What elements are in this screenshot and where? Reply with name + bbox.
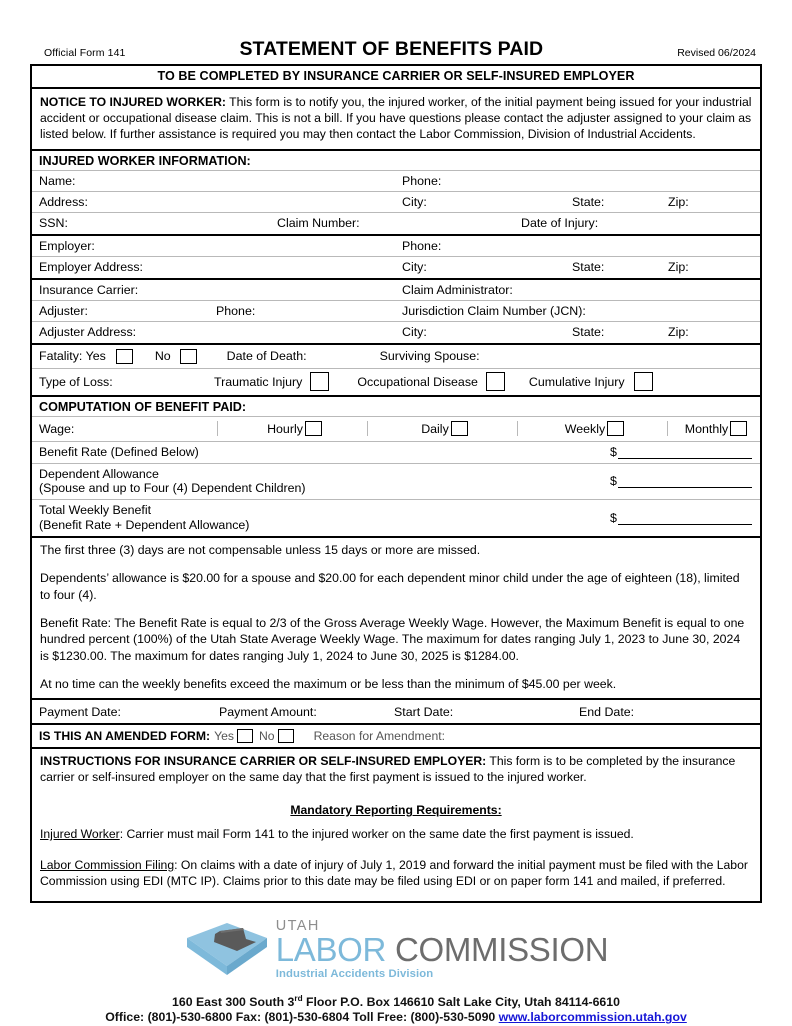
field-adjuster[interactable]: Adjuster: xyxy=(39,303,88,318)
injured-worker-heading: INJURED WORKER INFORMATION: xyxy=(32,151,760,171)
completion-band: TO BE COMPLETED BY INSURANCE CARRIER OR SELF-INSURED EMPLOYER xyxy=(32,66,760,89)
field-employer-phone[interactable]: Phone: xyxy=(402,238,442,253)
field-zip[interactable]: Zip: xyxy=(668,194,689,209)
payment-section xyxy=(32,700,760,725)
dollar-sign: $ xyxy=(610,474,617,489)
total-weekly-label xyxy=(39,500,610,536)
note-dependents-allowance: Dependents’ allowance is $20.00 for a spouse and $20.00 for each dependent minor child under the age of eighteen (18), limited to four (4). xyxy=(40,571,740,602)
amended-yes-checkbox[interactable] xyxy=(237,729,253,743)
wage-daily-label: Daily xyxy=(421,421,449,436)
field-adjuster-phone[interactable]: Phone: xyxy=(216,303,256,318)
wage-weekly-label: Weekly xyxy=(564,421,606,436)
field-insurance-carrier[interactable]: Insurance Carrier: xyxy=(39,282,139,297)
field-employer-zip[interactable]: Zip: xyxy=(668,260,689,275)
occupational-disease-label: Occupational Disease xyxy=(357,374,478,389)
dependent-allowance-line1: Dependent Allowance xyxy=(39,466,159,481)
type-of-loss-label: Type of Loss: xyxy=(39,374,113,389)
labor-commission-filing-requirement xyxy=(32,846,760,893)
logo-main-text xyxy=(275,931,609,969)
utah-labor-commission-logo-icon xyxy=(184,920,270,978)
row-adjuster-address xyxy=(32,322,760,343)
revision-date: Revised 06/2024 xyxy=(677,47,756,59)
field-adjuster-zip[interactable]: Zip: xyxy=(668,325,689,340)
cumulative-injury-checkbox[interactable] xyxy=(634,372,653,391)
footer-address-pre: 160 East 300 South 3 xyxy=(172,994,295,1009)
form-frame xyxy=(30,64,762,903)
carrier-section xyxy=(32,280,760,345)
computation-heading: COMPUTATION OF BENEFIT PAID: xyxy=(32,397,760,417)
total-weekly-blank[interactable] xyxy=(618,514,752,525)
field-address[interactable]: Address: xyxy=(39,194,88,209)
row-total-weekly-benefit xyxy=(32,500,760,536)
field-adjuster-address[interactable]: Adjuster Address: xyxy=(39,325,137,340)
wage-daily-cell xyxy=(367,421,517,436)
occupational-disease-checkbox[interactable] xyxy=(486,372,505,391)
field-payment-date[interactable]: Payment Date: xyxy=(39,704,121,719)
logo-wordmark xyxy=(276,919,609,980)
instructions-paragraph xyxy=(32,749,760,789)
field-jcn[interactable]: Jurisdiction Claim Number (JCN): xyxy=(402,303,586,318)
fatality-yes-checkbox[interactable] xyxy=(116,349,133,364)
document-header xyxy=(30,38,762,64)
page-title: STATEMENT OF BENEFITS PAID xyxy=(239,38,544,60)
dollar-sign: $ xyxy=(610,445,617,460)
benefit-rate-blank[interactable] xyxy=(618,448,752,459)
amended-no-label: No xyxy=(258,729,275,744)
employer-section xyxy=(32,236,760,280)
form-number: Official Form 141 xyxy=(44,47,126,59)
mandatory-reporting-heading: Mandatory Reporting Requirements: xyxy=(290,803,502,818)
field-claim-administrator[interactable]: Claim Administrator: xyxy=(402,282,513,297)
row-fatality xyxy=(32,345,760,369)
notice-to-injured-worker xyxy=(32,89,760,151)
fatality-loss-section xyxy=(32,345,760,397)
wage-monthly-checkbox[interactable] xyxy=(730,421,747,436)
field-adjuster-state[interactable]: State: xyxy=(572,325,605,340)
instructions-body: This form is to be completed by the insurance carrier or self-insured employer on the same day that the first payment is issued to the injured worker. xyxy=(40,754,736,785)
instructions-label: INSTRUCTIONS FOR INSURANCE CARRIER OR SELF-INSURED EMPLOYER: xyxy=(40,754,487,769)
field-employer-city[interactable]: City: xyxy=(402,260,427,275)
row-carrier-admin xyxy=(32,280,760,301)
instructions-section xyxy=(32,749,760,900)
dependent-allowance-amount[interactable] xyxy=(610,474,760,488)
wage-label: Wage: xyxy=(39,421,75,436)
dependent-allowance-label xyxy=(39,464,610,500)
total-weekly-line1: Total Weekly Benefit xyxy=(39,503,152,518)
field-ssn[interactable]: SSN: xyxy=(39,216,68,231)
field-employer-address[interactable]: Employer Address: xyxy=(39,260,143,275)
row-benefit-rate xyxy=(32,442,760,464)
field-date-of-injury[interactable]: Date of Injury: xyxy=(521,216,599,231)
benefit-rate-label: Benefit Rate (Defined Below) xyxy=(39,444,199,459)
logo-utah-text: UTAH xyxy=(275,917,320,934)
traumatic-injury-checkbox[interactable] xyxy=(310,372,329,391)
wage-weekly-cell xyxy=(517,421,667,436)
row-adjuster-jcn xyxy=(32,301,760,322)
footer-contact: Office: (801)-530-6800 Fax: (801)-530-6804 Toll Free: (800)-530-5090 xyxy=(105,1010,499,1025)
labor-commission-logo xyxy=(30,919,762,980)
dependent-allowance-line2: (Spouse and up to Four (4) Dependent Children) xyxy=(39,481,306,496)
cumulative-injury-label: Cumulative Injury xyxy=(528,374,625,389)
injured-worker-requirement xyxy=(32,827,760,846)
total-weekly-line2: (Benefit Rate + Dependent Allowance) xyxy=(39,518,250,533)
logo-division-text: Industrial Accidents Division xyxy=(275,967,434,980)
row-amended xyxy=(32,725,760,747)
total-weekly-amount[interactable] xyxy=(610,511,760,525)
row-name-phone xyxy=(32,171,760,192)
wage-weekly-checkbox[interactable] xyxy=(607,421,624,436)
notice-label: NOTICE TO INJURED WORKER: xyxy=(40,95,226,109)
dollar-sign: $ xyxy=(610,511,617,526)
injured-worker-req-body: : Carrier must mail Form 141 to the injured worker on the same date the first payment is issued. xyxy=(119,827,634,842)
field-name[interactable]: Name: xyxy=(39,173,76,188)
footer-address-post: Floor P.O. Box 146610 Salt Lake City, Utah 84114-6610 xyxy=(302,994,620,1009)
filing-req-body: : On claims with a date of injury of July 1, 2019 and forward the initial payment must be filed with the Labor Commission using EDI (MTC IP). Claims prior to this date may be filed using EDI or on paper form 141 and mailed, if preferred. xyxy=(40,858,748,888)
note-three-days: The first three (3) days are not compensable unless 15 days or more are missed. xyxy=(40,543,481,558)
field-reason-for-amendment[interactable]: Reason for Amendment: xyxy=(313,729,445,744)
wage-hourly-checkbox[interactable] xyxy=(305,421,322,436)
row-wage xyxy=(32,417,760,442)
traumatic-injury-label: Traumatic Injury xyxy=(214,374,303,389)
row-type-of-loss xyxy=(32,369,760,395)
row-employer-phone xyxy=(32,236,760,257)
field-end-date[interactable]: End Date: xyxy=(579,704,635,719)
dependent-allowance-blank[interactable] xyxy=(618,477,752,488)
footer-address xyxy=(30,994,762,1011)
footer-website-link[interactable]: www.laborcommission.utah.gov xyxy=(498,1010,687,1025)
amended-no-checkbox[interactable] xyxy=(278,729,294,743)
notes-section xyxy=(32,538,760,700)
field-payment-amount[interactable]: Payment Amount: xyxy=(219,704,317,719)
field-surviving-spouse[interactable]: Surviving Spouse: xyxy=(379,349,480,364)
field-claim-number[interactable]: Claim Number: xyxy=(277,216,360,231)
injured-worker-req-label: Injured Worker xyxy=(40,827,120,842)
field-state[interactable]: State: xyxy=(572,194,605,209)
amended-yes-label: Yes xyxy=(214,729,234,744)
row-address xyxy=(32,192,760,213)
injured-worker-section xyxy=(32,151,760,236)
row-employer-address xyxy=(32,257,760,278)
field-city[interactable]: City: xyxy=(402,194,427,209)
field-employer[interactable]: Employer: xyxy=(39,238,95,253)
wage-hourly-label: Hourly xyxy=(267,421,303,436)
field-start-date[interactable]: Start Date: xyxy=(394,704,454,719)
field-phone[interactable]: Phone: xyxy=(402,173,442,188)
filing-req-label: Labor Commission Filing xyxy=(40,858,175,873)
footer xyxy=(30,994,762,1026)
row-payment xyxy=(32,700,760,723)
benefit-rate-amount[interactable] xyxy=(610,445,760,459)
computation-section xyxy=(32,397,760,538)
fatality-label: Fatality: Yes xyxy=(39,349,106,364)
notice-body: This form is to notify you, the injured worker, of the initial payment being issued for your industrial accident or occupational disease claim. This is not a bill. If you have questions please contact the adjuster assigned to your claim as listed below. If further assistance is required you may then contact the Labor Commission, Division of Industrial Accidents. xyxy=(40,95,752,142)
logo-labor-text: LABOR xyxy=(275,931,387,969)
field-adjuster-city[interactable]: City: xyxy=(402,325,427,340)
amended-section xyxy=(32,725,760,749)
note-benefit-rate: Benefit Rate: The Benefit Rate is equal to 2/3 of the Gross Average Weekly Wage. However, the Maximum Benefit is equal to one hundred percent (100%) of the Utah State Average Weekly Wage. The maximum for dates ranging July 1, 2023 to June 30, 2024 is $1230.00. The maximum for dates ranging July 1, 2024 to June 30, 2025 is $1284.00. xyxy=(40,616,745,663)
row-dependent-allowance xyxy=(32,464,760,501)
row-ssn xyxy=(32,213,760,234)
footer-address-ordinal: rd xyxy=(294,993,303,1003)
note-min-max: At no time can the weekly benefits exceed the maximum or be less than the minimum of $45.00 per week. xyxy=(40,677,617,692)
fatality-no-checkbox[interactable] xyxy=(180,349,197,364)
wage-hourly-cell xyxy=(217,421,367,436)
wage-monthly-label: Monthly xyxy=(684,421,729,436)
field-date-of-death[interactable]: Date of Death: xyxy=(226,349,307,364)
field-employer-state[interactable]: State: xyxy=(572,260,605,275)
wage-monthly-cell xyxy=(667,421,760,436)
amended-label: IS THIS AN AMENDED FORM: xyxy=(39,729,211,744)
fatality-no-label: No xyxy=(154,349,171,364)
wage-daily-checkbox[interactable] xyxy=(451,421,468,436)
logo-commission-text: COMMISSION xyxy=(394,931,609,969)
